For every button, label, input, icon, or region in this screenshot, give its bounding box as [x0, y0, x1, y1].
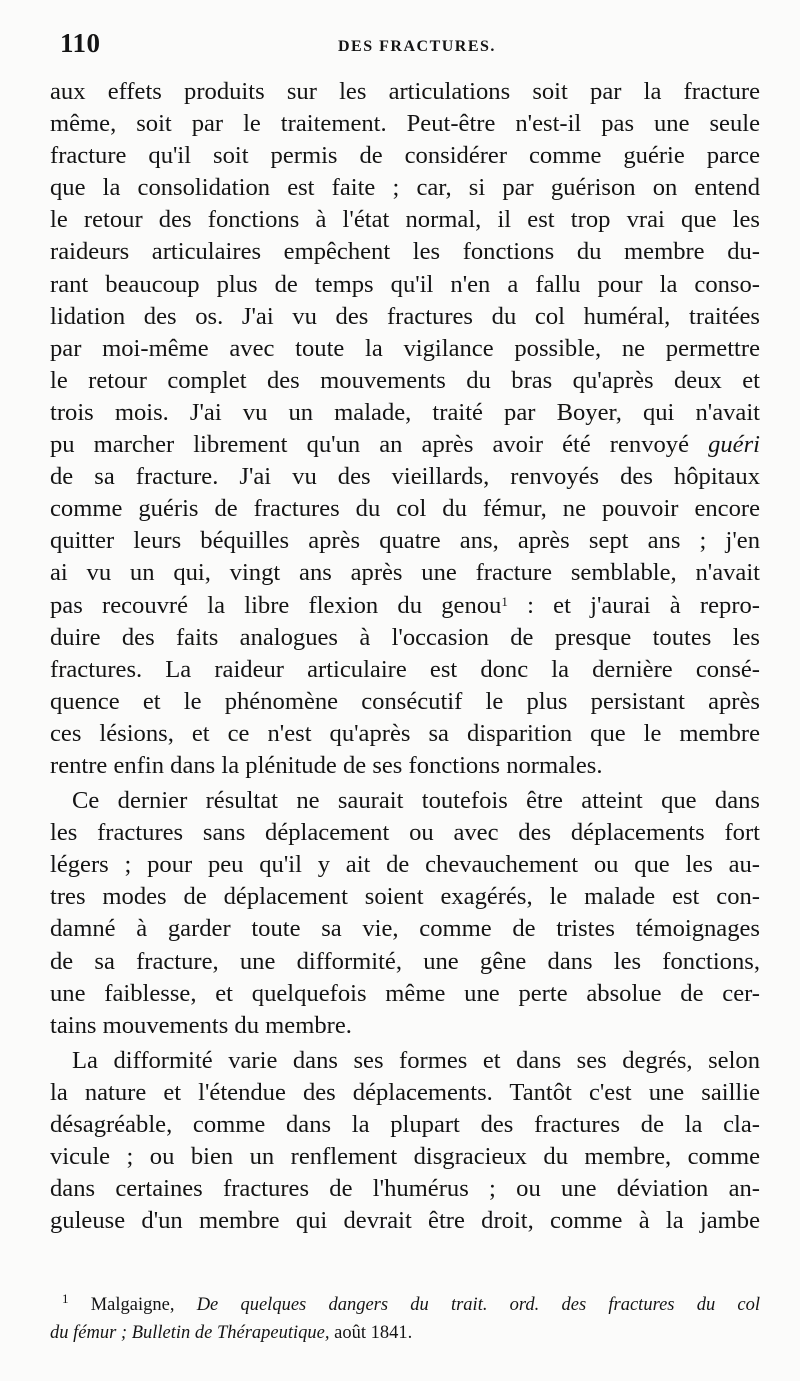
text-segment: pas recouvré la libre flexion du genou [50, 591, 502, 619]
text-line: lidation des os. J'ai vu des fractures du col huméral, traitées [50, 302, 760, 330]
text-line: de sa fracture. J'ai vu des vieillards, renvoyés des hôpitaux [50, 463, 760, 491]
text-line: ai vu un qui, vingt ans après une fracture semblable, n'avait [50, 559, 760, 587]
text-line: trois mois. J'ai vu un malade, traité par Boyer, qui n'avait [50, 398, 760, 426]
text-line: légers ; pour peu qu'il y ait de chevauchement ou que les au- [50, 851, 760, 879]
text-line: raideurs articulaires empêchent les fonctions du membre du- [50, 238, 760, 266]
text-line: dans certaines fractures de l'humérus ; ou une déviation an- [50, 1175, 760, 1203]
text-line: que la consolidation est faite ; car, si par guérison on entend [50, 174, 760, 202]
text-line [50, 590, 760, 622]
text-line: rentre enfin dans la plénitude de ses fonctions normales. [50, 751, 603, 779]
footnote-line [50, 1319, 760, 1347]
footnote-date: août 1841. [334, 1323, 413, 1343]
text-line: tains mouvements du membre. [50, 1011, 352, 1039]
text-line: de sa fracture, une difformité, une gêne dans les fonctions, [50, 947, 760, 975]
text-line: le retour complet des mouvements du bras qu'après deux et [50, 366, 760, 394]
text-line: ces lésions, et ce n'est qu'après sa disparition que le membre [50, 719, 760, 747]
body-text [50, 76, 760, 1237]
running-title: DES FRACTURES. [338, 38, 496, 55]
italic-word: guéri [708, 431, 760, 459]
text-line: désagréable, comme dans la plupart des fractures de la cla- [50, 1111, 760, 1138]
text-line: fractures. La raideur articulaire est donc la dernière consé- [50, 655, 760, 683]
text-line: quitter leurs béquilles après quatre ans, après sept ans ; j'en [50, 527, 760, 555]
text-line: duire des faits analogues à l'occasion de presque toutes les [50, 623, 760, 651]
text-line: même, soit par le traitement. Peut-être n'est-il pas une seule [50, 110, 760, 138]
footnote-author: Malgaigne, [90, 1295, 175, 1315]
text-line: les fractures sans déplacement ou avec des déplacements fort [50, 819, 760, 847]
footnote-marker: 1 [62, 1291, 69, 1306]
text-line [50, 429, 760, 461]
footnote-title: du fémur ; Bulletin de Thérapeutique, [50, 1323, 330, 1343]
page-number: 110 [60, 28, 101, 58]
text-line: tres modes de déplacement soient exagérés, le malade est con- [50, 883, 760, 911]
text-line: Ce dernier résultat ne saurait toutefois être atteint que dans [72, 787, 760, 815]
text-line: rant beaucoup plus de temps qu'il n'en a fallu pour la conso- [50, 270, 760, 298]
text-segment: : et j'aurai à repro- [507, 591, 760, 619]
text-line: quence et le phénomène consécutif le plus persistant après [50, 687, 760, 715]
text-line: par moi-même avec toute la vigilance possible, ne permettre [50, 334, 760, 362]
footnote-line [50, 1291, 760, 1319]
text-line: le retour des fonctions à l'état normal, il est trop vrai que les [50, 206, 760, 234]
text-line: aux effets produits sur les articulations soit par la fracture [50, 78, 760, 105]
text-line: comme guéris de fractures du col du fémur, ne pouvoir encore [50, 495, 760, 523]
footnote-reference: 1 [501, 593, 508, 609]
text-line: damné à garder toute sa vie, comme de tristes témoignages [50, 915, 760, 943]
text-line: une faiblesse, et quelquefois même une perte absolue de cer- [50, 979, 760, 1007]
text-segment: pu marcher librement qu'un an après avoir été renvoyé [50, 431, 689, 459]
text-line: guleuse d'un membre qui devrait être droit, comme à la jambe [50, 1207, 760, 1235]
text-line: la nature et l'étendue des déplacements. Tantôt c'est une saillie [50, 1078, 760, 1106]
footnote [50, 1291, 760, 1347]
footnote-title: De quelques dangers du trait. ord. des fractures du col [196, 1295, 761, 1315]
text-line: fracture qu'il soit permis de considérer comme guérie parce [50, 142, 760, 170]
running-head [60, 28, 760, 64]
text-line: La difformité varie dans ses formes et dans ses degrés, selon [72, 1046, 760, 1074]
text-line: vicule ; ou bien un renflement disgracieux du membre, comme [50, 1143, 760, 1171]
